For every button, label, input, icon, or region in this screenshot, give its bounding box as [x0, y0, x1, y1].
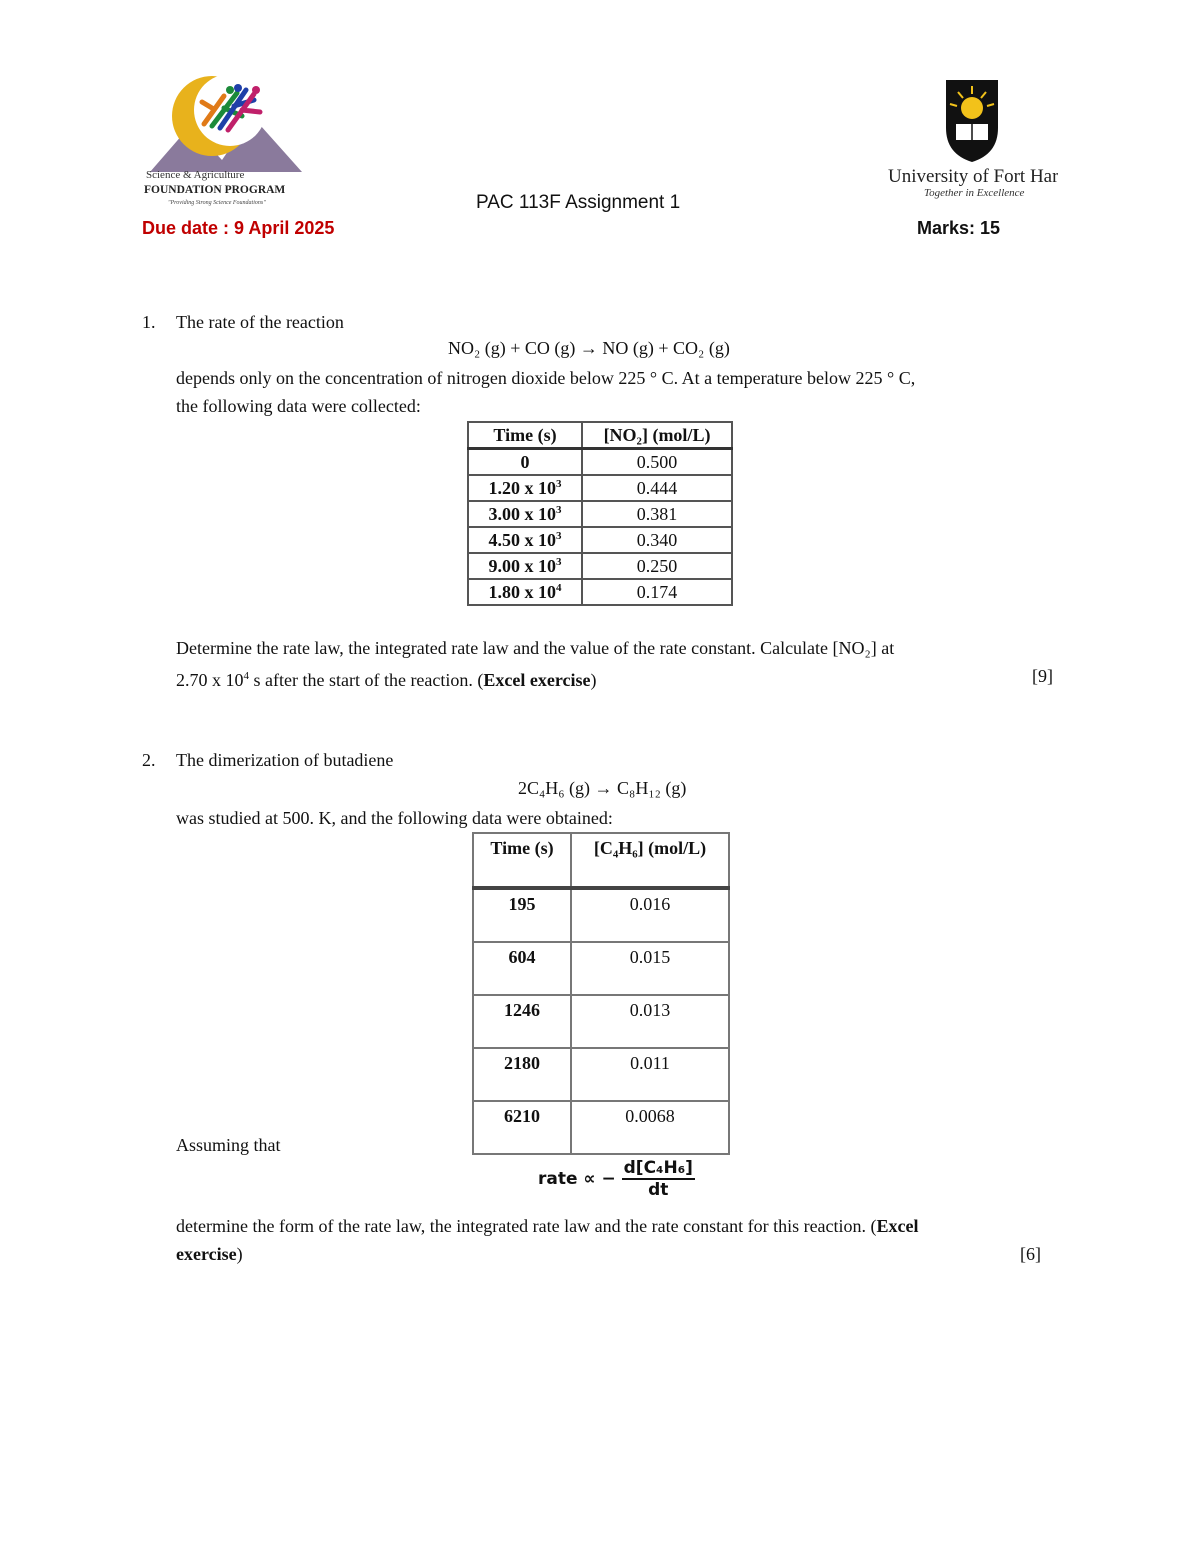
time-cell: [468, 501, 582, 527]
university-logo: [886, 78, 1058, 208]
question-2-task-line-2: [176, 1240, 243, 1268]
time-value: 4.50 x 10: [488, 529, 556, 550]
table-row: [468, 527, 732, 553]
logo-line-2: FOUNDATION PROGRAM: [144, 184, 286, 196]
question-2-task-line-1: [176, 1212, 1058, 1240]
fraction-denominator: dt: [648, 1180, 669, 1200]
question-1-task-line-1: Determine the rate law, the integrated rate law and the value of the rate constant. Calculate [NO₂] at: [176, 638, 895, 658]
excel-exercise-label: Excel exercise: [483, 670, 591, 690]
question-1-text-line-2: the following data were collected:: [176, 396, 421, 416]
task-exponent: 4: [243, 670, 249, 682]
question-1-text-line-1: depends only on the concentration of nitrogen dioxide below 225 ° C. At a temperature below 225 ° C,: [176, 368, 916, 388]
concentration-cell: 0.444: [582, 475, 732, 501]
logo-tagline: "Providing Strong Science Foundations": [168, 200, 266, 206]
table-row: [473, 942, 729, 995]
task-text: determine the form of the rate law, the integrated rate law and the rate constant for this reaction. (: [176, 1216, 877, 1236]
table-row: [468, 475, 732, 501]
task-value: 2.70 x 10: [176, 670, 244, 690]
table-row: [468, 449, 732, 476]
concentration-cell: 0.016: [571, 888, 729, 942]
foundation-program-logo: [142, 68, 314, 208]
total-marks: Marks: 15: [917, 218, 1001, 238]
task-close: ): [236, 1244, 243, 1264]
time-exponent: 3: [556, 503, 562, 516]
column-header-concentration: [NO₂] (mol/L): [582, 422, 732, 449]
time-cell: 604: [473, 942, 571, 995]
time-value: 9.00 x 10: [488, 555, 556, 576]
time-exponent: 3: [556, 477, 562, 490]
table-row: [468, 553, 732, 579]
concentration-cell: 0.174: [582, 579, 732, 605]
rate-fraction: [622, 1158, 695, 1200]
fraction-numerator: d[C₄H₆]: [623, 1158, 693, 1178]
task-text: s after the start of the reaction. (: [249, 670, 484, 690]
concentration-cell: 0.013: [571, 995, 729, 1048]
concentration-cell: 0.0068: [571, 1101, 729, 1154]
university-name: University of Fort Hare: [888, 166, 1058, 187]
foundation-logo-graphic: [142, 68, 314, 208]
question-2-marks: [6]: [1020, 1244, 1041, 1264]
time-cell: 1246: [473, 995, 571, 1048]
concentration-cell: 0.381: [582, 501, 732, 527]
university-crest-graphic: [886, 78, 1058, 208]
table-row: [473, 995, 729, 1048]
university-motto: Together in Excellence: [924, 187, 1025, 199]
time-cell: [468, 579, 582, 605]
table-header-row: [473, 833, 729, 888]
time-value: 3.00 x 10: [488, 503, 556, 524]
question-1-task-line-2: [176, 662, 597, 694]
butadiene-data-table: [472, 832, 730, 1155]
column-header-concentration: [C₄H₆] (mol/L): [571, 833, 729, 888]
time-value: 1.20 x 10: [488, 477, 556, 498]
concentration-cell: 0.340: [582, 527, 732, 553]
column-header-time: Time (s): [468, 422, 582, 449]
concentration-cell: 0.500: [582, 449, 732, 476]
rate-proportional: rate ∝ −: [538, 1169, 616, 1189]
time-exponent: 4: [556, 581, 562, 594]
table-row: [468, 579, 732, 605]
page-title: PAC 113F Assignment 1: [476, 192, 681, 213]
question-2-intro: The dimerization of butadiene: [176, 750, 394, 770]
question-2-text-line-1: was studied at 500. K, and the following data were obtained:: [176, 808, 613, 828]
exercise-label: exercise: [176, 1244, 237, 1264]
time-exponent: 3: [556, 529, 562, 542]
due-date: Due date : 9 April 2025: [142, 218, 335, 238]
question-2-assuming: Assuming that: [176, 1135, 281, 1155]
time-cell: 195: [473, 888, 571, 942]
time-cell: [468, 553, 582, 579]
concentration-cell: 0.015: [571, 942, 729, 995]
table-row: [468, 501, 732, 527]
time-cell: [468, 449, 582, 476]
question-1-equation: NO₂ (g) + CO (g) → NO (g) + CO₂ (g): [448, 338, 730, 358]
question-2-number: 2.: [142, 750, 156, 770]
time-value: 0: [520, 451, 530, 472]
question-2-equation: 2C₄H₆ (g) → C₈H₁₂ (g): [518, 778, 687, 798]
concentration-cell: 0.011: [571, 1048, 729, 1101]
table-row: [473, 888, 729, 942]
task-close: ): [590, 670, 597, 690]
concentration-cell: 0.250: [582, 553, 732, 579]
no2-data-table: [467, 421, 733, 606]
question-1-number: 1.: [142, 312, 156, 332]
time-cell: [468, 475, 582, 501]
time-cell: 2180: [473, 1048, 571, 1101]
column-header-time: Time (s): [473, 833, 571, 888]
time-exponent: 3: [556, 555, 562, 568]
time-cell: [468, 527, 582, 553]
time-value: 1.80 x 10: [488, 581, 556, 602]
table-row: [473, 1048, 729, 1101]
time-cell: 6210: [473, 1101, 571, 1154]
question-1-marks: [9]: [1032, 666, 1053, 686]
table-header-row: [468, 422, 732, 449]
excel-label: Excel: [876, 1216, 919, 1236]
question-1-intro: The rate of the reaction: [176, 312, 344, 332]
rate-expression: [538, 1158, 695, 1200]
logo-line-1: Science & Agriculture: [146, 169, 245, 181]
table-row: [473, 1101, 729, 1154]
